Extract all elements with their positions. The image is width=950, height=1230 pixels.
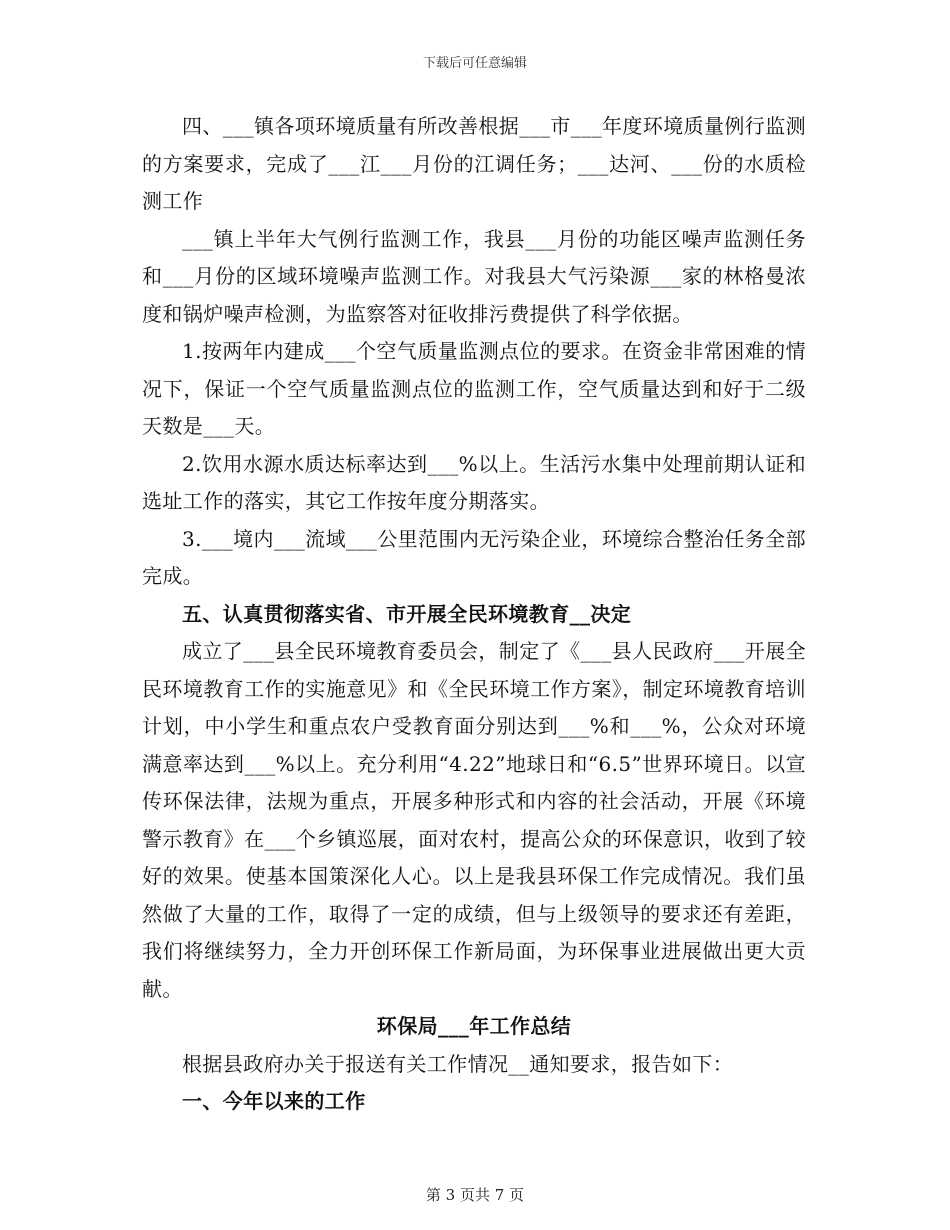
document-title: 环保局___年工作总结 bbox=[376, 1014, 572, 1038]
paragraph-item-2: 2.饮用水源水质达标率达到___%以上。生活污水集中处理前期认证和选址工作的落实，其它工作按年度分期落实。 bbox=[142, 451, 806, 513]
paragraph-item-3: 3.___境内___流域___公里范围内无污染企业，环境综合整治任务全部完成。 bbox=[142, 526, 806, 588]
paragraph-item-1: 1.按两年内建成___个空气质量监测点位的要求。在资金非常困难的情况下，保证一个空气质量监测点位的监测工作，空气质量达到和好于二级天数是___天。 bbox=[142, 339, 806, 438]
page-header: 下载后可任意编辑 bbox=[422, 56, 527, 71]
page-footer: 第 3 页共 7 页 bbox=[425, 1186, 525, 1204]
heading-section-five: 五、认真贯彻落实省、市开展全民环境教育__决定 bbox=[182, 601, 632, 626]
paragraph-air-monitoring: ___镇上半年大气例行监测工作，我县___月份的功能区噪声监测任务和___月份的区域环境噪声监测工作。对我县大气污染源___家的林格曼浓度和锅炉噪声检测，为监察答对征收排污费提供了科学依据。 bbox=[142, 226, 806, 326]
paragraph-section-four: 四、___镇各项环境质量有所改善根据___市___年度环境质量例行监测的方案要求，完成了___江___月份的江调任务；___达河、___份的水质检测工作 bbox=[142, 114, 806, 213]
paragraph-environment-education: 成立了___县全民环境教育委员会，制定了《___县人民政府___开展全民环境教育工作的实施意见》和《全民环境工作方案》，制定环境教育培训计划，中小学生和重点农户受教育面分别达到___%和___%，公众对环境满意率达到___%以上。充分利用“4.22”地球日和“6.5”世界环境日。以宣传环保法律，法规为重点，开展多种形式和内容的社会活动，开展《环境警示教育》在___个乡镇巡展，面对农村，提高公众的环保意识，收到了较好的效果。使基本国策深化人心。以上是我县环保工作完成情况。我们虽然做了大量的工作，取得了一定的成绩，但与上级领导的要求还有差距，我们将继续努力，全力开创环保工作新局面，为环保事业进展做出更大贡献。 bbox=[142, 639, 806, 1001]
paragraph-intro: 根据县政府办关于报送有关工作情况__通知要求，报告如下： bbox=[182, 1051, 734, 1076]
document-body bbox=[142, 108, 806, 1121]
heading-section-one: 一、今年以来的工作 bbox=[182, 1089, 366, 1113]
